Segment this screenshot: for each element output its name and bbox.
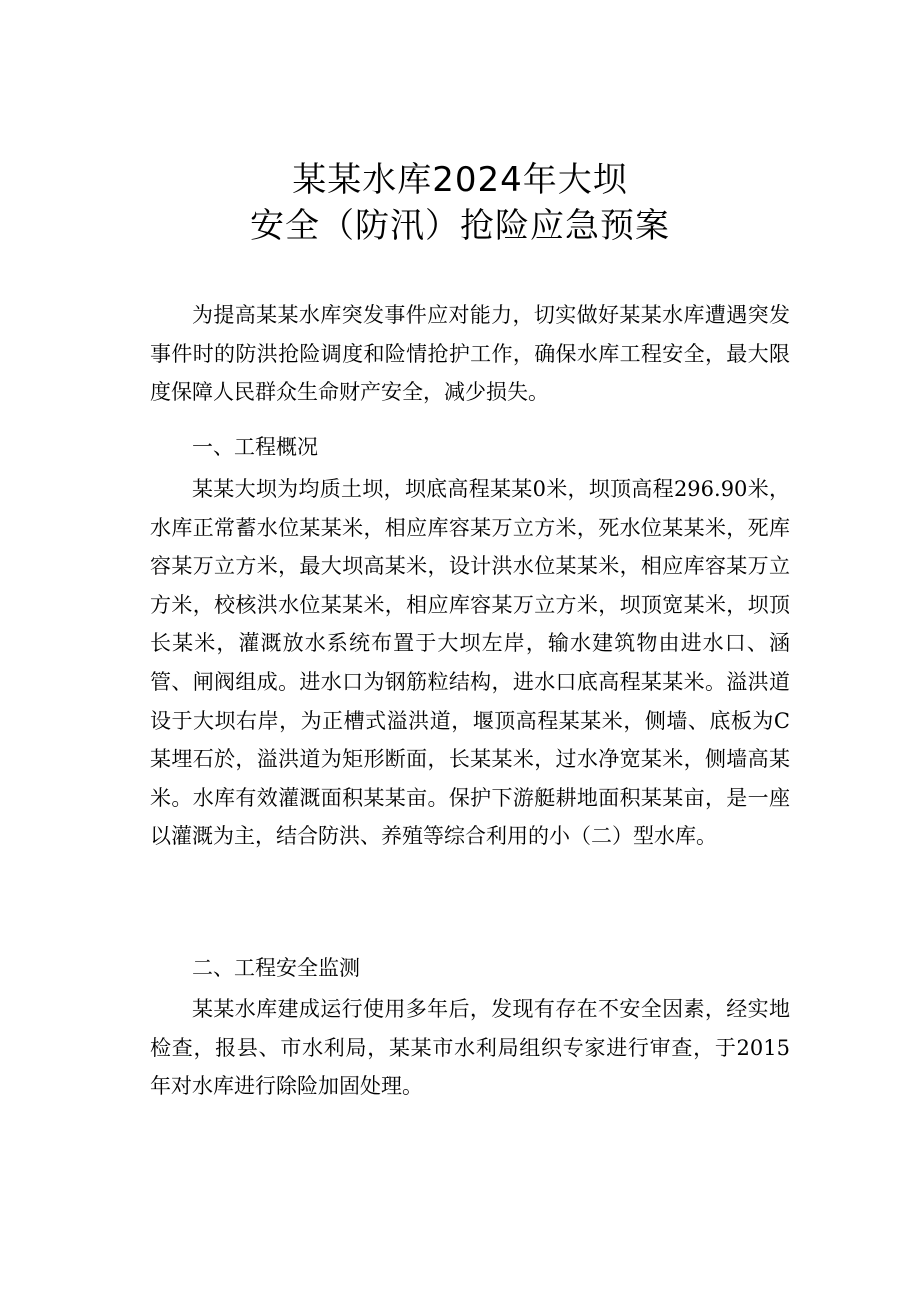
section-heading-monitoring: 二、工程安全监测 [192,956,360,980]
document-title-line-2: 安全（防汛）抢险应急预案 [250,206,670,246]
intro-paragraph: 为提高某某水库突发事件应对能力，切实做好某某水库遭遇突发事件时的防洪抢险调度和险情抢护工作，确保水库工程安全，最大限度保障人民群众生命财产安全，减少损失。 [150,303,790,405]
document-title-line-1: 某某水库2024年大坝 [292,160,628,200]
section-body-monitoring: 某某水库建成运行使用多年后，发现有存在不安全因素，经实地检查，报县、市水利局，某某市水利局组织专家进行审查，于2015年对水库进行除险加固处理。 [150,997,790,1099]
section-body-overview: 某某大坝为均质土坝，坝底高程某某0米，坝顶高程296.90米，水库正常蓄水位某某米，相应库容某万立方米，死水位某某米，死库容某万立方米，最大坝高某米，设计洪水位某某米，相应库容某万立方米，校核洪水位某某米，相应库容某万立方米，坝顶宽某米，坝顶长某米，灌溉放水系统布置于大坝左岸，输水建筑物由进水口、涵管、闸阀组成。进水口为钢筋粒结构，进水口底高程某某米。溢洪道设于大坝右岸，为正槽式溢洪道，堰顶高程某某米，侧墙、底板为C某埋石於，溢洪道为矩形断面，长某某米，过水净宽某米，侧墙高某米。水库有效灌溉面积某某亩。保护下游艇耕地面积某某亩，是一座以灌溉为主，结合防洪、养殖等综合利用的小（二）型水库。 [150,477,790,849]
section-heading-overview: 一、工程概况 [192,435,318,459]
